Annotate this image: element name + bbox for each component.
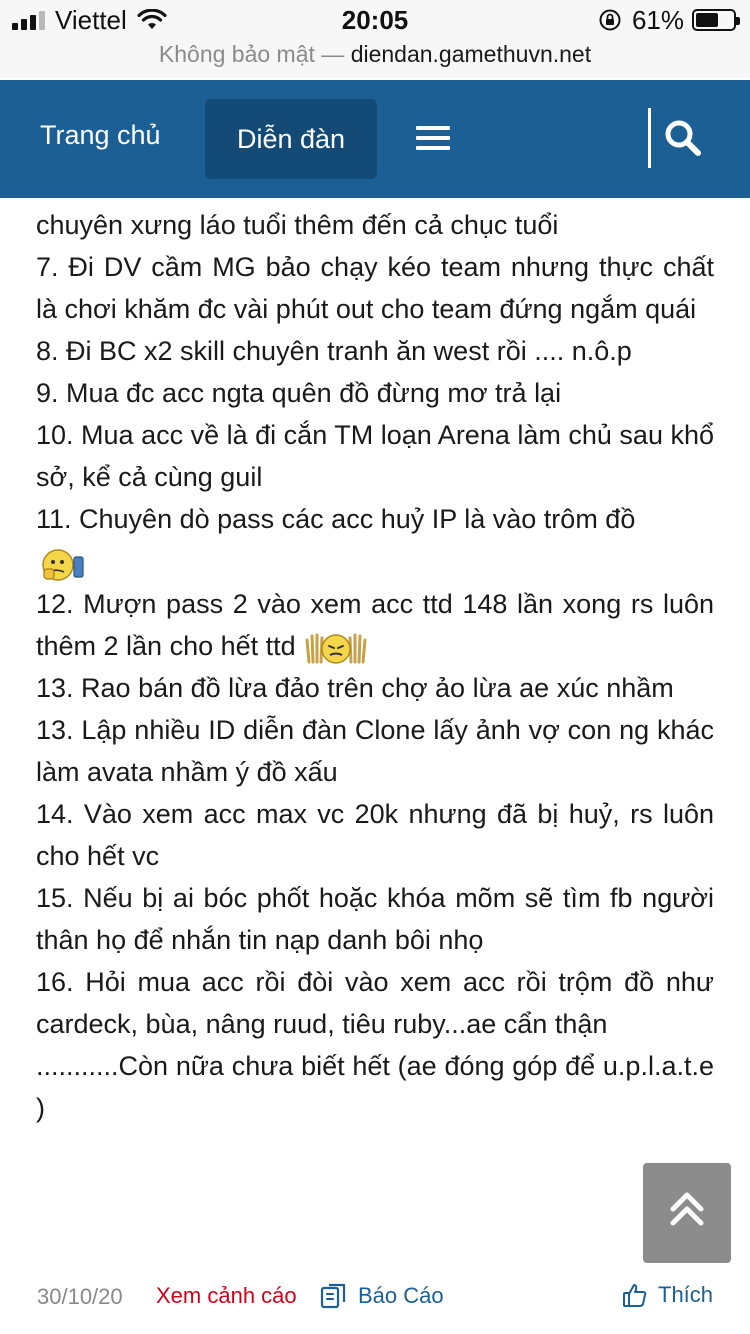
url-domain: diendan.gamethuvn.net: [350, 41, 592, 67]
thinking-emoji-icon: [36, 543, 88, 583]
post-line: 14. Vào xem acc max vc 20k nhưng đã bị huỷ, rs luôn cho hết vc: [36, 798, 714, 871]
post-line: 16. Hỏi mua acc rồi đòi vào xem acc rồi trộm đồ như cardeck, bùa, nâng ruud, tiêu ruby...ae cẩn thận: [36, 966, 714, 1039]
post-line: 7. Đi DV cầm MG bảo chạy kéo team nhưng thực chất là chơi khăm đc vài phút out cho team đứng ngắm quái: [36, 252, 714, 324]
status-right: [598, 6, 736, 34]
search-icon[interactable]: [663, 118, 703, 158]
facepalm-emoji-icon: [303, 630, 369, 666]
nav-forum-tab[interactable]: Diễn đàn: [205, 99, 377, 179]
scroll-to-top-button[interactable]: [643, 1163, 731, 1263]
post-date: 30/10/20: [37, 1284, 123, 1309]
hamburger-icon[interactable]: [416, 126, 450, 152]
post-line: 15. Nếu bị ai bóc phốt hoặc khóa mõm sẽ tìm fb người thân họ để nhắn tin nạp danh bôi nhọ: [36, 882, 714, 955]
thumbs-up-icon: [622, 1282, 648, 1308]
battery-fill: [696, 13, 718, 27]
url-bar[interactable]: [0, 40, 750, 78]
post-line: 13. Lập nhiều ID diễn đàn Clone lấy ảnh vợ con ng khác làm avata nhầm ý đồ xấu: [36, 714, 714, 787]
post-line: 10. Mua acc về là đi cắn TM loạn Arena làm chủ sau khổ sở, kể cả cùng guil: [36, 420, 714, 492]
post-footer: [0, 1274, 750, 1320]
post-line: ...........Còn nữa chưa biết hết (ae đóng góp để u.p.l.a.t.e ): [36, 1050, 714, 1123]
status-bar: [0, 0, 750, 40]
report-label: Báo Cáo: [358, 1283, 444, 1308]
nav-home-link[interactable]: Trang chủ: [40, 120, 161, 150]
post-line: 13. Rao bán đồ lừa đảo trên chợ ảo lừa ae xúc nhầm: [36, 672, 674, 703]
rotation-lock-icon: [598, 8, 622, 32]
site-nav: [0, 80, 750, 198]
url-security-label: Không bảo mật —: [158, 41, 345, 67]
post-line: 9. Mua đc acc ngta quên đồ đừng mơ trả lại: [36, 378, 562, 408]
status-time: 20:05: [341, 5, 409, 35]
post-line: 8. Đi BC x2 skill chuyên tranh ăn west rồi .... n.ô.p: [36, 336, 632, 366]
nav-divider: [648, 108, 651, 168]
report-icon: [320, 1282, 348, 1310]
post-line-text: 12. Mượn pass 2 vào xem acc ttd 148 lần xong rs luôn thêm 2 lần cho hết ttd: [36, 588, 714, 661]
carrier-name: Viettel: [55, 4, 127, 35]
view-warning-link[interactable]: Xem cảnh cáo: [156, 1283, 297, 1308]
post-line-text: 11. Chuyên dò pass các acc huỷ IP là vào trôm đồ: [36, 504, 636, 534]
report-button[interactable]: [320, 1282, 444, 1310]
double-chevron-up-icon: [643, 1163, 731, 1263]
post-body: [36, 204, 714, 1129]
battery-percent: 61%: [631, 4, 684, 35]
like-button[interactable]: [622, 1282, 713, 1308]
post-line: [36, 583, 714, 667]
like-label: Thích: [658, 1282, 714, 1307]
battery-icon: [692, 9, 736, 31]
post-line: [36, 498, 714, 583]
post-line: chuyên xưng láo tuổi thêm đến cả chục tuổi: [36, 210, 559, 240]
